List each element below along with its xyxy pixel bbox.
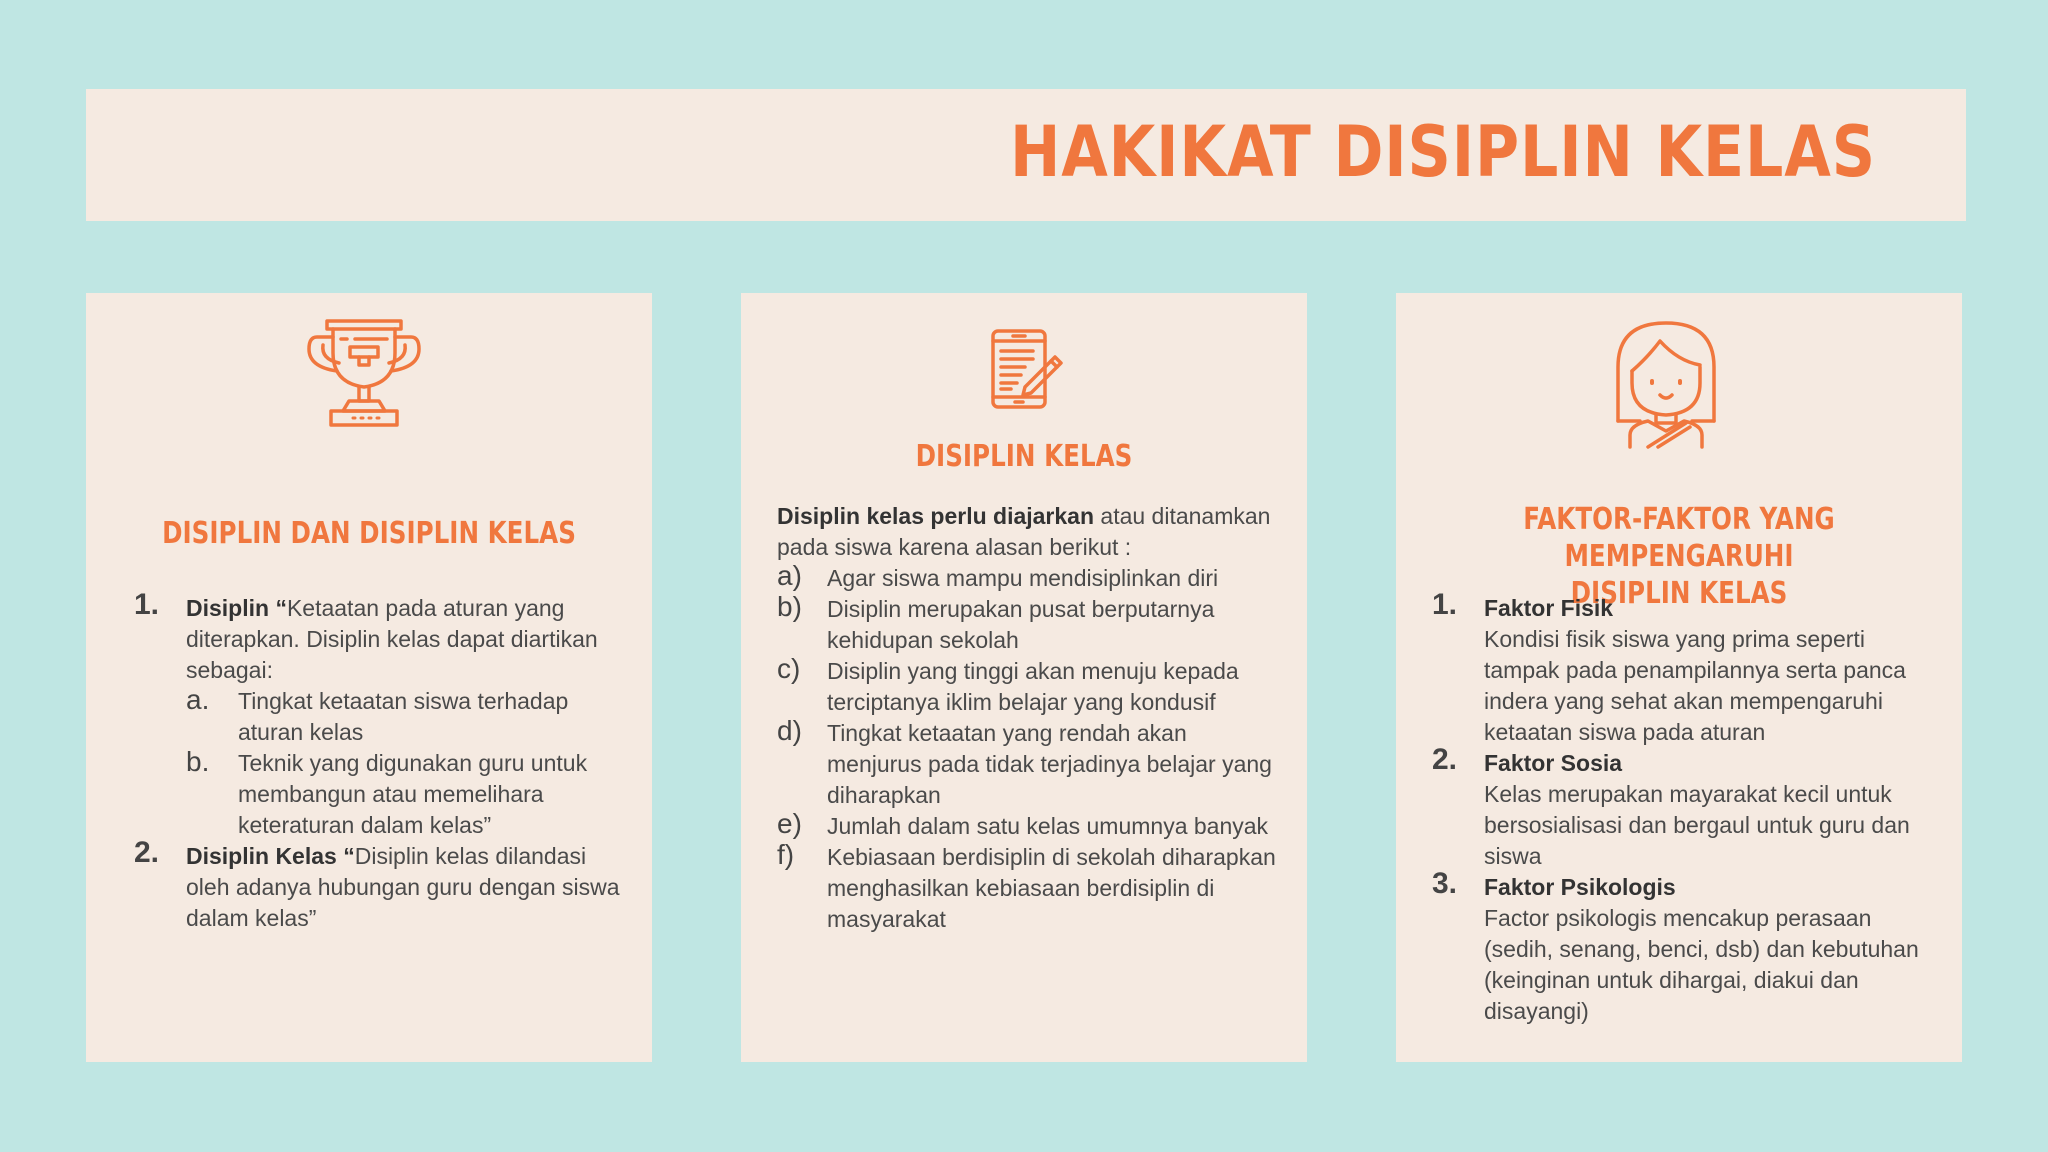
list-item: [134, 836, 624, 934]
card-faktor-faktor: [1396, 293, 1962, 1062]
list-number: 2.: [1432, 743, 1458, 776]
list-text: Factor psikologis mencakup perasaan (sedih, senang, benci, dsb) dan kebutuhan (keinginan untuk dihargai, diakui dan disayangi): [1484, 905, 1919, 1024]
list-item: [1432, 743, 1932, 872]
list-text: Ketaatan pada aturan yang diterapkan. Disiplin kelas dapat diartikan sebagai:: [186, 595, 598, 683]
sub-list-text: Tingkat ketaatan siswa terhadap aturan kelas: [238, 688, 569, 745]
list-letter: f): [777, 839, 795, 870]
list-text: Disiplin kelas dilandasi oleh adanya hubungan guru dengan siswa dalam kelas”: [186, 843, 620, 931]
list-letter: e): [777, 808, 802, 839]
list-text: Disiplin yang tinggi akan menuju kepada terciptanya iklim belajar yang kondusif: [827, 658, 1239, 715]
intro-bold: Disiplin kelas perlu diajarkan: [777, 503, 1095, 529]
list-letter: d): [777, 715, 802, 746]
list-item: [777, 591, 1277, 656]
card-heading-line1: FAKTOR-FAKTOR YANG MEMPENGARUHI: [1523, 502, 1835, 574]
tablet-pencil-icon: [989, 327, 1065, 411]
card-body: [134, 588, 624, 934]
page-title: HAKIKAT DISIPLIN KELAS: [1010, 111, 1876, 193]
list-number: 1.: [1432, 588, 1458, 621]
list-term: Faktor Psikologis: [1484, 874, 1676, 900]
card-disiplin-dan-disiplin-kelas: [86, 293, 652, 1062]
list-term: Faktor Sosia: [1484, 750, 1623, 776]
sub-list-item: [186, 686, 624, 748]
sub-list-text: Teknik yang digunakan guru untuk membangun atau memelihara keteraturan dalam kelas”: [238, 750, 588, 838]
card-body: [777, 501, 1277, 935]
list-text: Agar siswa mampu mendisiplinkan diri: [827, 565, 1219, 591]
title-banner: [86, 89, 1966, 221]
sub-list-item: [186, 748, 624, 841]
intro-text: atau ditanamkan pada siswa karena alasan berikut :: [777, 503, 1271, 560]
card-heading: DISIPLIN KELAS: [915, 439, 1133, 474]
list-item: [777, 653, 1277, 718]
list-item: [1432, 867, 1932, 1027]
list-term: Faktor Fisik: [1484, 595, 1614, 621]
student-girl-icon: [1608, 317, 1724, 451]
list-number: 3.: [1432, 867, 1458, 900]
card-body: [1432, 588, 1932, 1027]
list-number: 1.: [134, 588, 160, 621]
list-term: Disiplin “: [186, 595, 287, 621]
list-letter: b): [777, 591, 802, 622]
list-term: Disiplin Kelas “: [186, 843, 355, 869]
trophy-icon: [305, 315, 423, 431]
list-item: [777, 808, 1277, 842]
list-number: 2.: [134, 836, 160, 869]
list-item: [1432, 588, 1932, 748]
sub-list-letter: a.: [186, 684, 210, 715]
list-item: [134, 588, 624, 841]
list-item: [777, 560, 1277, 594]
list-text: Kebiasaan berdisiplin di sekolah diharapkan menghasilkan kebiasaan berdisiplin di masyarakat: [827, 844, 1276, 932]
list-text: Jumlah dalam satu kelas umumnya banyak: [827, 813, 1269, 839]
list-text: Kondisi fisik siswa yang prima seperti tampak pada penampilannya serta panca indera yang sehat akan mempengaruhi ketaatan siswa pada aturan: [1484, 626, 1906, 745]
list-item: [777, 839, 1277, 935]
list-letter: c): [777, 653, 801, 684]
card-disiplin-kelas: [741, 293, 1307, 1062]
intro-paragraph: [777, 501, 1277, 563]
list-text: Disiplin merupakan pusat berputarnya kehidupan sekolah: [827, 596, 1215, 653]
card-heading: DISIPLIN DAN DISIPLIN KELAS: [162, 516, 576, 551]
list-letter: a): [777, 560, 802, 591]
list-text: Kelas merupakan mayarakat kecil untuk bersosialisasi dan bergaul untuk guru dan siswa: [1484, 781, 1910, 869]
list-item: [777, 715, 1277, 811]
list-text: Tingkat ketaatan yang rendah akan menjurus pada tidak terjadinya belajar yang diharapkan: [827, 720, 1272, 808]
card-heading-line2: DISIPLIN KELAS: [1570, 576, 1788, 611]
sub-list-letter: b.: [186, 746, 210, 777]
